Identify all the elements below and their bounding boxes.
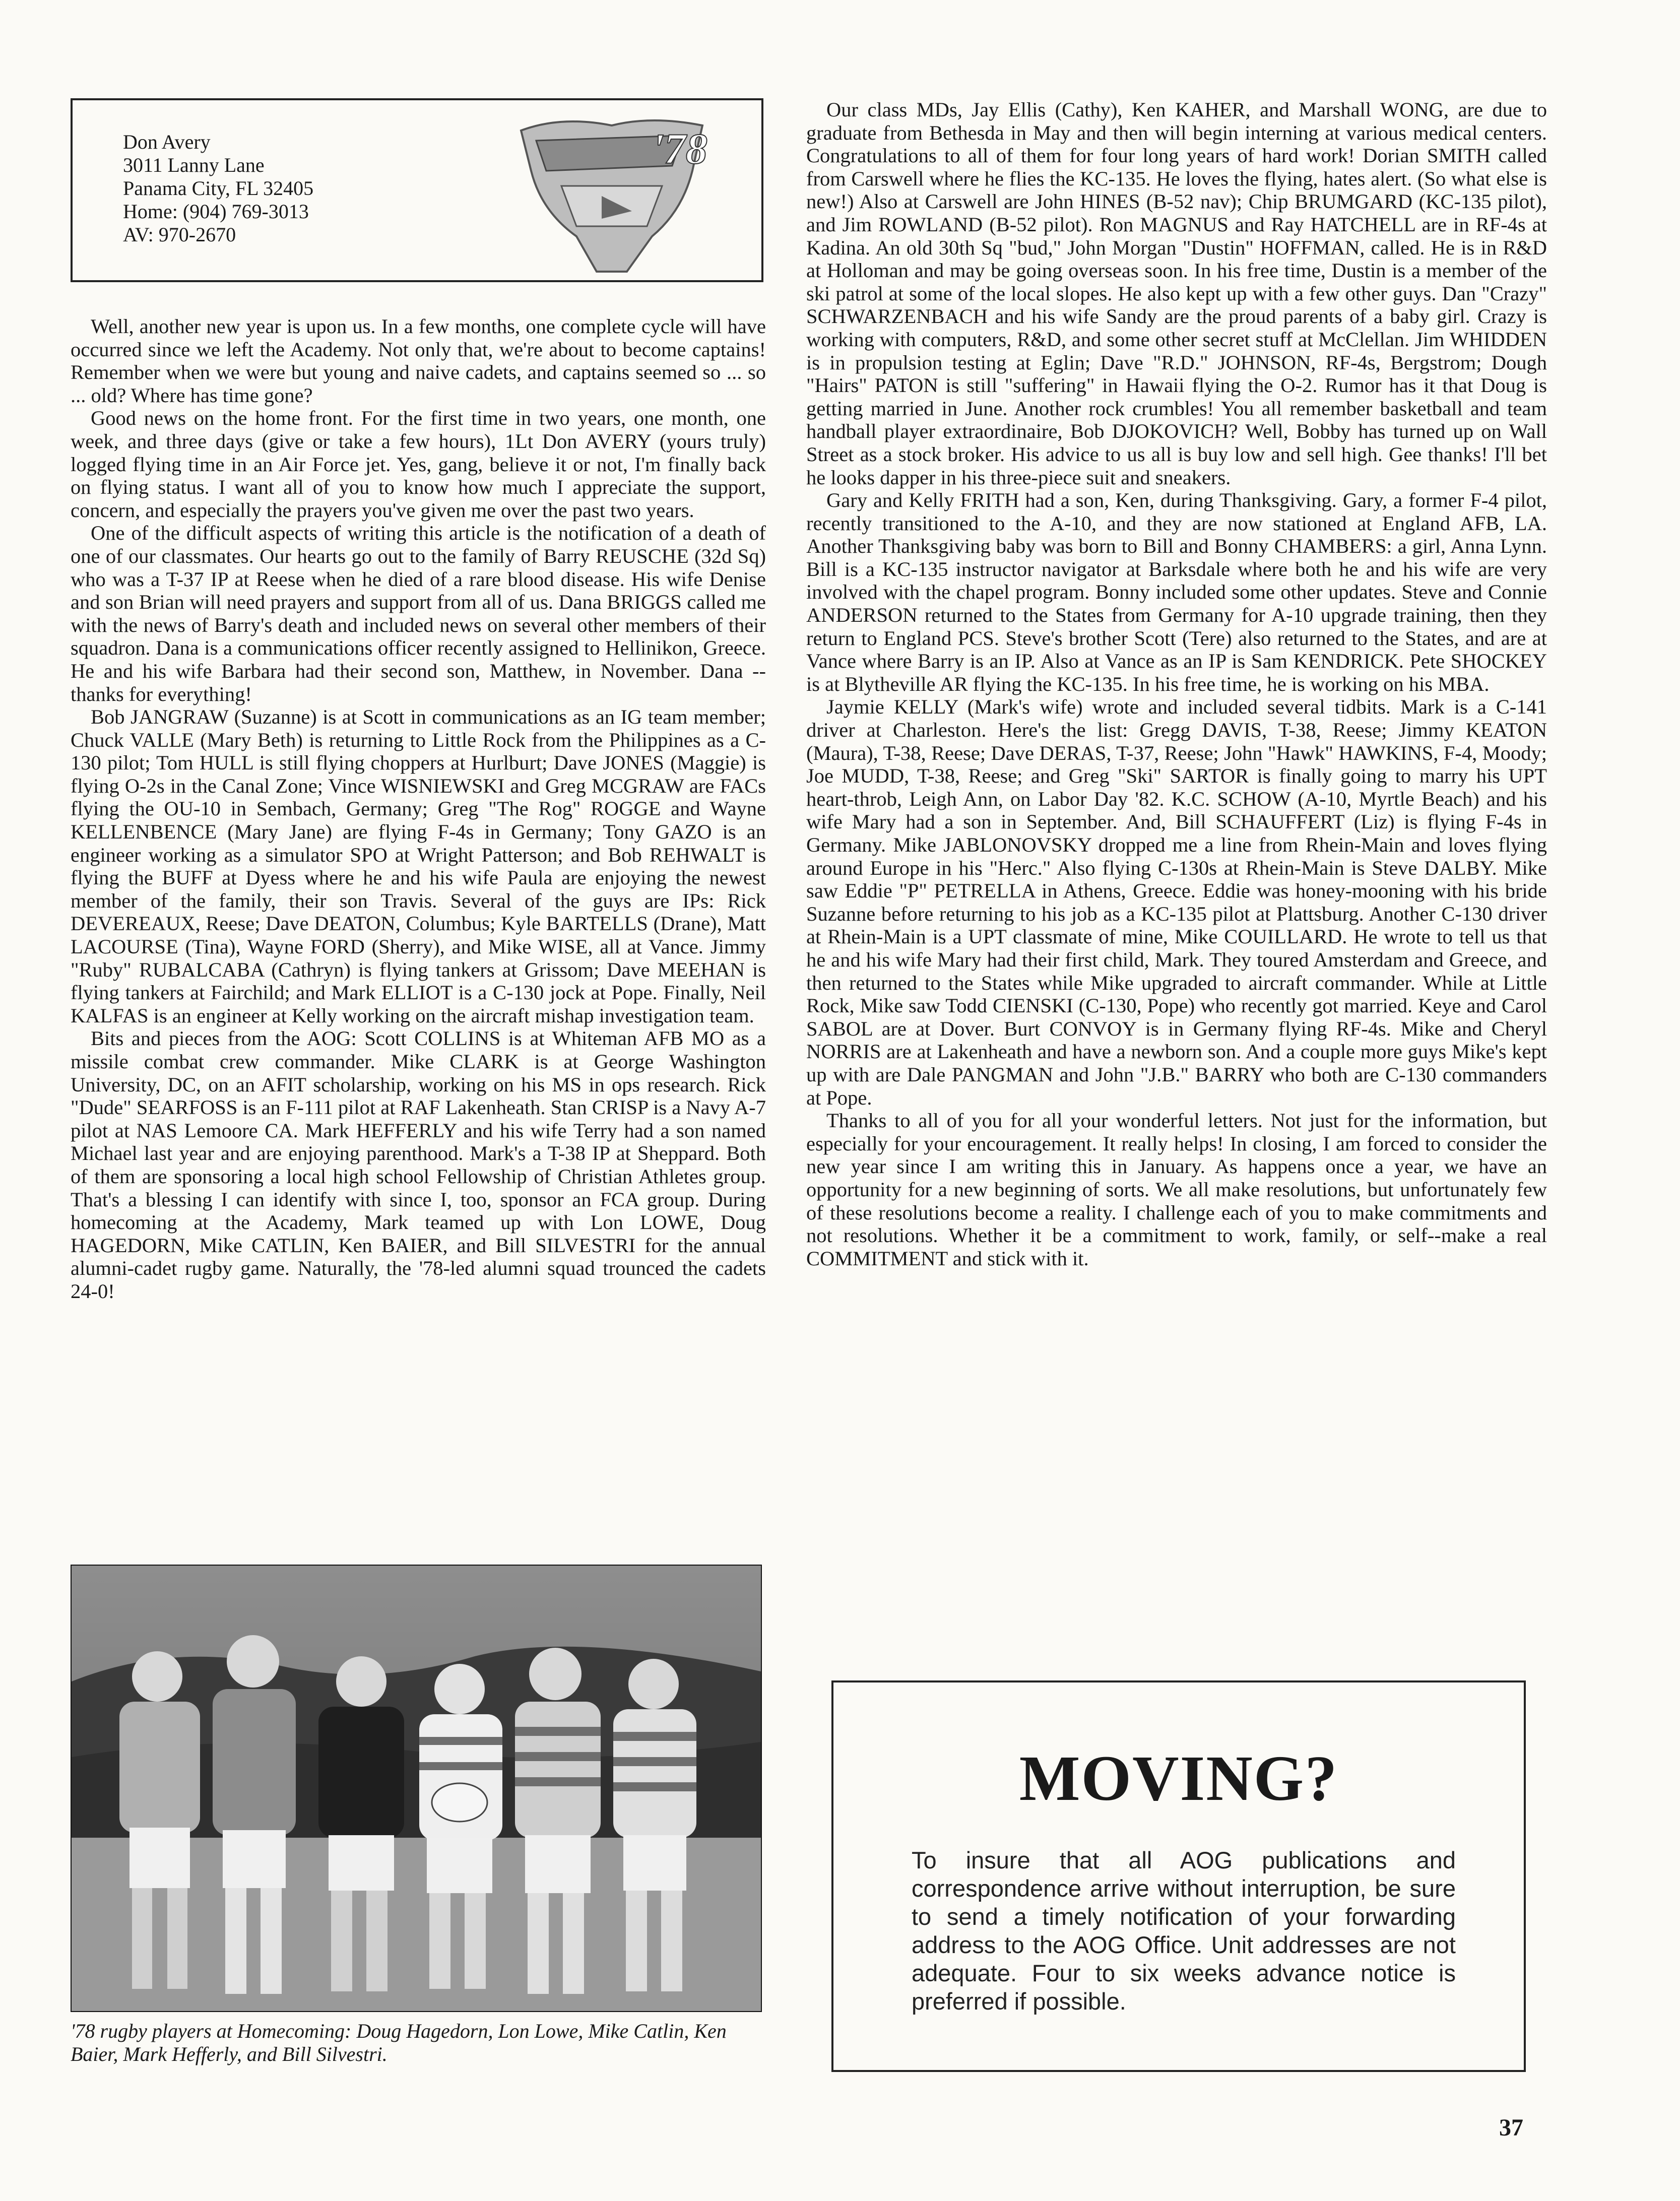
crest-text: '78 [652, 124, 707, 173]
author-contact-box [71, 98, 763, 282]
article-paragraph: Bob JANGRAW (Suzanne) is at Scott in communications as an IG team member; Chuck VALLE (Mary Beth) is returning to Little Rock from the Philippines as a C-130 pilot; Tom HULL is still flying choppers at Hurlburt; Dave JONES (Maggie) is flying O-2s in the Canal Zone; Vince WISNIEWSKI and Greg MCGRAW are FACs flying the OU-10 in Sembach, Germany; Greg "The Rog" ROGGE and Wayne KELLENBENCE (Mary Jane) are flying F-4s in Germany; Tony GAZO is an engineer working as a simulator SPO at Wright Patterson; and Bob REHWALT is flying the BUFF at Dyess where he and his wife Paula are enjoying the newest member of the family, their son Travis. Several of the guys are IPs: Rick DEVEREAUX, Reese; Dave DEATON, Columbus; Kyle BARTELLS (Drane), Matt LACOURSE (Tina), Wayne FORD (Sherry), and Mike WISE, all at Vance. Jimmy "Ruby" RUBALCABA (Cathryn) is flying tankers at Grissom; Dave MEEHAN is flying tankers at Fairchild; and Mark ELLIOT is a C-130 jock at Pope. Finally, Neil KALFAS is an engineer at Kelly working on the aircraft mishap investigation team. [71, 705, 766, 1027]
author-city: Panama City, FL 32405 [123, 177, 314, 200]
moving-notice-box [831, 1680, 1526, 2072]
article-paragraph: Jaymie KELLY (Mark's wife) wrote and included several tidbits. Mark is a C-141 driver at Charleston. Here's the list: Gregg DAVIS, T-38, Reese; Jimmy KEATON (Maura), T-38, Reese; Dave DERAS, T-37, Reese; John "Hawk" HAWKINS, F-4, Moody; Joe MUDD, T-38, Reese; and Greg "Ski" SARTOR is finally going to marry his UPT heart-throb, Leigh Ann, on Labor Day '82. K.C. SCHOW (A-10, Myrtle Beach) and his wife Mary had a son in September. And, Bill SCHAUFFERT (Liz) is flying F-4s in Germany. Mike JABLONOVSKY dropped me a line from Rhein-Main and loves flying around Europe in his "Herc." Also flying C-130s at Rhein-Main is Steve DALBY. Mike saw Eddie "P" PETRELLA in Athens, Greece. Eddie was honey-mooning with his bride Suzanne before returning to his job as a KC-135 pilot at Plattsburg. Another C-130 driver at Rhein-Main is a UPT classmate of mine, Mike COUILLARD. He wrote to tell us that he and his wife Mary had their first child, Mark. They toured Amsterdam and Greece, and then returned to the States while Mike upgraded to aircraft commander. While at Little Rock, Mike saw Todd CIENSKI (C-130, Pope) who recently got married. Keye and Carol SABOL are at Dover. Burt CONVOY is in Germany flying RF-4s. Mike and Cheryl NORRIS are at Lakenheath and have a newborn son. And a couple more guys Mike's kept up with are Dale PANGMAN and John "J.B." BARRY who both are C-130 commanders at Pope. [806, 695, 1547, 1109]
author-street: 3011 Lanny Lane [123, 154, 265, 176]
author-home-phone: Home: (904) 769-3013 [123, 200, 309, 223]
class-crest-emblem [501, 110, 723, 277]
article-column-left [71, 315, 766, 1303]
article-paragraph: Good news on the home front. For the first time in two years, one month, one week, and three days (give or take a few hours), 1Lt Don AVERY (yours truly) logged flying time in an Air Force jet. Yes, gang, believe it or not, I'm finally back on flying status. I want all of you to know how much I appreciate the support, concern, and especially the prayers you've given me over the past two years. [71, 407, 766, 522]
article-paragraph: Bits and pieces from the AOG: Scott COLLINS is at Whiteman AFB MO as a missile combat crew commander. Mike CLARK is at George Washington University, DC, on an AFIT scholarship, working on his MS in ops research. Rick "Dude" SEARFOSS is an F-111 pilot at RAF Lakenheath. Stan CRISP is a Navy A-7 pilot at NAS Lemoore CA. Mark HEFFERLY and his wife Terry had a son named Michael last year and are enjoying parenthood. Mark's a T-38 IP at Sheppard. Both of them are sponsoring a local high school Fellowship of Christian Athletes group. That's a blessing I can identify with since I, too, sponsor an FCA group. During homecoming at the Academy, Mark teamed up with Lon LOWE, Doug HAGEDORN, Mike CATLIN, Ken BAIER, and Bill SILVESTRI for the annual alumni-cadet rugby game. Naturally, the '78-led alumni squad trounced the cadets 24-0! [71, 1027, 766, 1303]
rugby-team-photo [71, 1565, 762, 2012]
author-contact-info [123, 131, 313, 246]
article-paragraph: Well, another new year is upon us. In a few months, one complete cycle will have occurred since we left the Academy. Not only that, we're about to become captains! Remember when we were but young and naive cadets, and captains seemed so ... so ... old? Where has time gone? [71, 315, 766, 407]
article-paragraph: Our class MDs, Jay Ellis (Cathy), Ken KAHER, and Marshall WONG, are due to graduate from Bethesda in May and then will begin interning at various medical centers. Congratulations to all of them for four long years of hard work! Dorian SMITH called from Carswell where he flies the KC-135. He loves the flying, hates alert. (So what else is new!) Also at Carswell are John HINES (B-52 nav); Chip BRUMGARD (KC-135 pilot), and Jim ROWLAND (B-52 pilot). Ron MAGNUS and Ray HATCHELL are in RF-4s at Kadina. An old 30th Sq "bud," John Morgan "Dustin" HOFFMAN, called. He is in R&D at Holloman and may be going overseas soon. In his free time, Dustin is a member of the ski patrol at some of the local slopes. He also kept up with a few other guys. Dan "Crazy" SCHWARZENBACH and his wife Sandy are the proud parents of a baby girl. Crazy is working with computers, R&D, and some other secret stuff at McClellan. Jim WHIDDEN is in propulsion testing at Eglin; Dave "R.D." JOHNSON, RF-4s, Bergstrom; Dough "Hairs" PATON is still "suffering" in Hawaii flying the O-2. Rumor has it that Doug is getting married in June. Another rock crumbles! You all remember basketball and team handball player extraordinaire, Bob DJOKOVICH? Well, Bobby has turned up on Wall Street as a stock broker. His advice to us all is buy low and sell high. Gee thanks! I'll bet he looks dapper in his three-piece suit and sneakers. [806, 98, 1547, 489]
rugby-photo-illustration [72, 1566, 761, 2011]
moving-notice-body: To insure that all AOG publications and correspondence arrive without interruption, be sure to send a timely notification of your forwarding address to the AOG Office. Unit addresses are not adequate. Four to six weeks advance notice is preferred if possible. [912, 1847, 1456, 2015]
author-name: Don Avery [123, 131, 211, 153]
article-paragraph: Thanks to all of you for all your wonderful letters. Not just for the information, but especially for your encouragement. It really helps! In closing, I am forced to consider the new year since I am writing this in January. As happens once a year, we have an opportunity for a new beginning of sorts. We all make resolutions, but unfortunately few of these resolutions become a reality. I challenge each of you to make commitments and not resolutions. Whether it be a commitment to work, family, or self--make a real COMMITMENT and stick with it. [806, 1109, 1547, 1270]
article-paragraph: Gary and Kelly FRITH had a son, Ken, during Thanksgiving. Gary, a former F-4 pilot, recently transitioned to the A-10, and they are now stationed at England AFB, LA. Another Thanksgiving baby was born to Bill and Bonny CHAMBERS: a girl, Anna Lynn. Bill is a KC-135 instructor navigator at Barksdale where both he and his wife are very involved with the chapel program. Bonny included some other updates. Steve and Connie ANDERSON returned to the States from Germany for A-10 upgrade training, then they return to England PCS. Steve's brother Scott (Tere) also returned to the States, and are at Vance where Barry is an IP. Also at Vance as an IP is Sam KENDRICK. Pete SHOCKEY is at Blytheville AR flying the KC-135. In his free time, he is working on his MBA. [806, 489, 1547, 695]
author-av-phone: AV: 970-2670 [123, 223, 236, 246]
article-column-right [806, 98, 1547, 1270]
page-number: 37 [1499, 2114, 1523, 2141]
moving-notice-title: MOVING? [1019, 1742, 1338, 1814]
article-paragraph: One of the difficult aspects of writing this article is the notification of a death of one of our classmates. Our hearts go out to the family of Barry REUSCHE (32d Sq) who was a T-37 IP at Reese when he died of a rare blood disease. His wife Denise and son Brian will need prayers and support from all of us. Dana BRIGGS called me with the news of Barry's death and included news on several other members of their squadron. Dana is a communications officer recently assigned to Hellinikon, Greece. He and his wife Barbara had their second son, Matthew, in November. Dana -- thanks for everything! [71, 522, 766, 705]
photo-caption: '78 rugby players at Homecoming: Doug Hagedorn, Lon Lowe, Mike Catlin, Ken Baier, Mark Hefferly, and Bill Silvestri. [71, 2020, 727, 2065]
